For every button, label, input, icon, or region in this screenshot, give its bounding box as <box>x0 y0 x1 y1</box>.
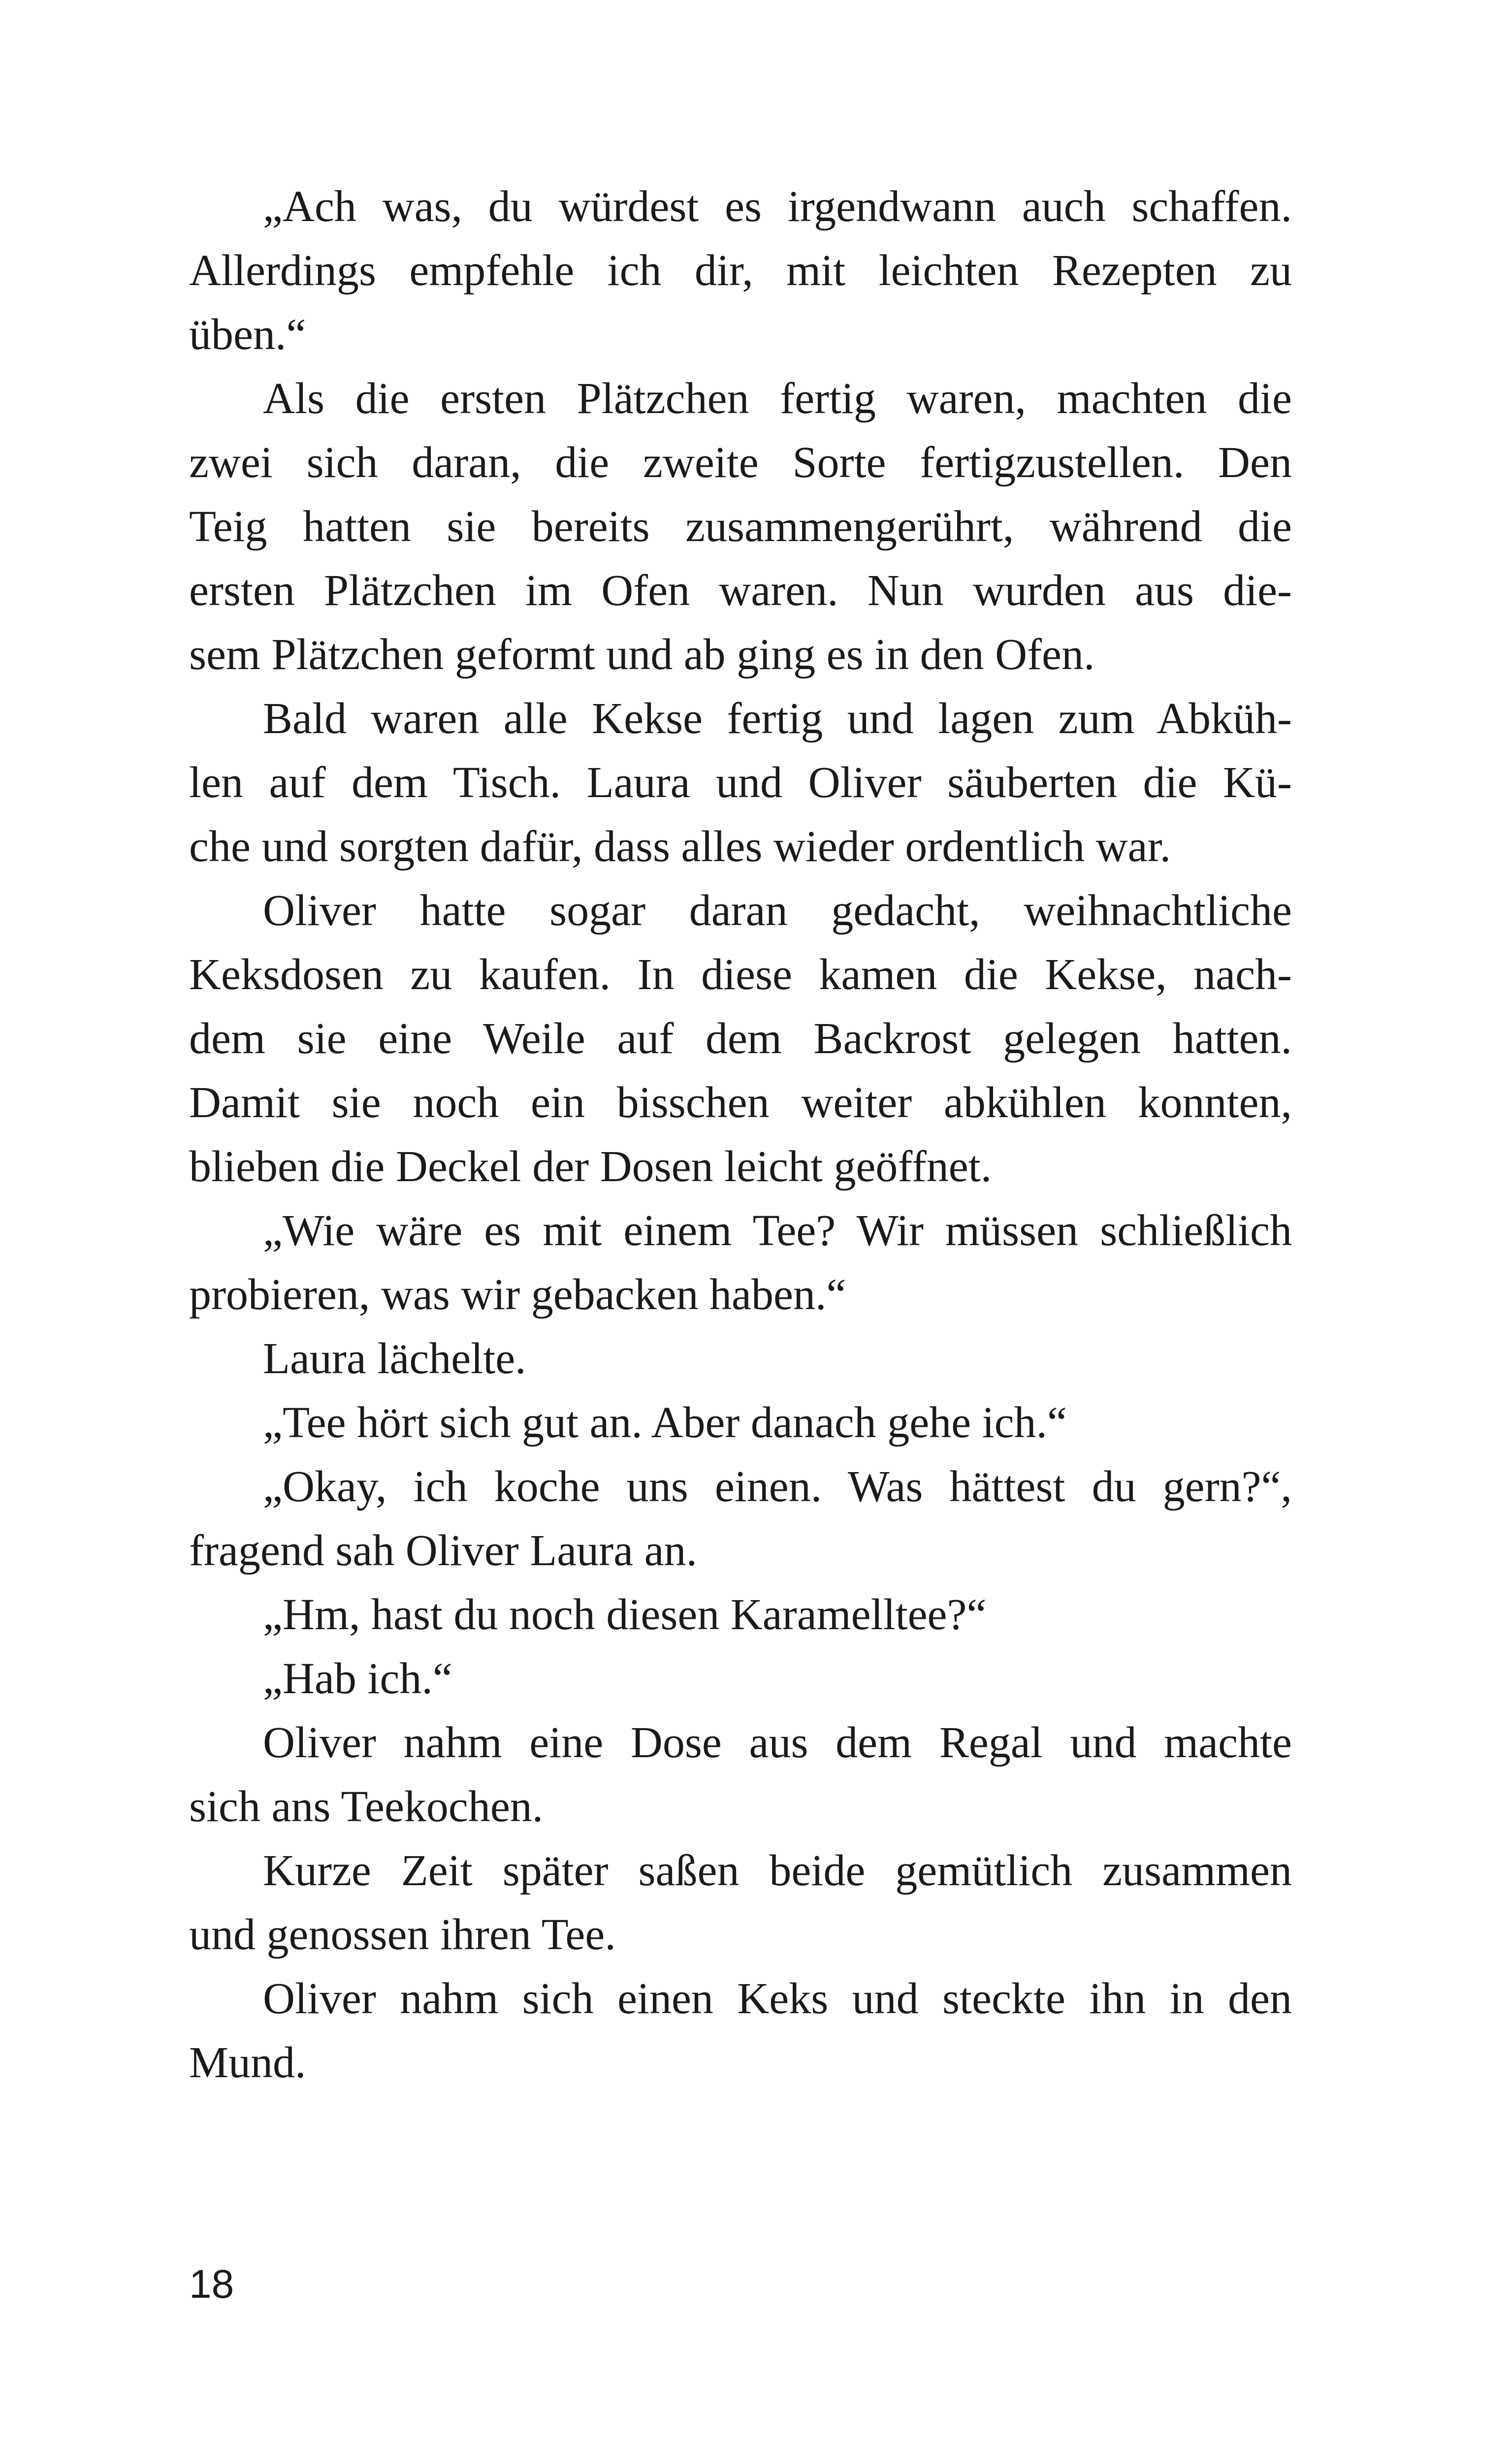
body-text <box>189 175 1292 2095</box>
text-line: ersten Plätzchen im Ofen waren. Nun wurden aus die- <box>189 566 1292 615</box>
text-line: dem sie eine Weile auf dem Backrost gelegen hatten. <box>189 1014 1292 1063</box>
text-line: Kurze Zeit später saßen beide gemütlich zusammen <box>263 1846 1292 1895</box>
text-line: zwei sich daran, die zweite Sorte fertigzustellen. Den <box>189 438 1292 487</box>
text-line: „Hab ich.“ <box>263 1654 452 1703</box>
text-line: Mund. <box>189 2038 306 2087</box>
text-line: „Okay, ich koche uns einen. Was hättest du gern?“, <box>263 1462 1292 1511</box>
text-line: Damit sie noch ein bisschen weiter abkühlen konnten, <box>189 1078 1292 1127</box>
text-line: Keksdosen zu kaufen. In diese kamen die Kekse, nach- <box>189 950 1292 999</box>
text-line: und genossen ihren Tee. <box>189 1910 616 1959</box>
text-line: „Hm, hast du noch diesen Karamelltee?“ <box>263 1590 987 1639</box>
text-line: Laura lächelte. <box>263 1334 526 1383</box>
text-line: Teig hatten sie bereits zusammengerührt, während die <box>189 502 1292 551</box>
text-line: sem Plätzchen geformt und ab ging es in den Ofen. <box>189 630 1095 679</box>
text-line: „Wie wäre es mit einem Tee? Wir müssen schließlich <box>263 1206 1292 1255</box>
text-line: üben.“ <box>189 310 306 359</box>
text-line: probieren, was wir gebacken haben.“ <box>189 1270 846 1319</box>
text-line: Oliver hatte sogar daran gedacht, weihnachtliche <box>263 886 1292 935</box>
text-line: „Tee hört sich gut an. Aber danach gehe ich.“ <box>263 1398 1067 1447</box>
text-line: Allerdings empfehle ich dir, mit leichten Rezepten zu <box>189 246 1292 295</box>
text-line: blieben die Deckel der Dosen leicht geöffnet. <box>189 1142 992 1191</box>
text-line: Als die ersten Plätzchen fertig waren, machten die <box>263 374 1292 423</box>
text-line: len auf dem Tisch. Laura und Oliver säuberten die Kü- <box>189 758 1292 807</box>
text-line: Oliver nahm sich einen Keks und steckte ihn in den <box>263 1974 1292 2023</box>
text-line: fragend sah Oliver Laura an. <box>189 1526 698 1575</box>
text-line: „Ach was, du würdest es irgendwann auch schaffen. <box>263 182 1292 231</box>
text-line: Oliver nahm eine Dose aus dem Regal und machte <box>263 1718 1292 1767</box>
text-line: Bald waren alle Kekse fertig und lagen zum Abküh- <box>263 694 1292 743</box>
text-line: che und sorgten dafür, dass alles wieder ordentlich war. <box>189 822 1171 871</box>
page-number: 18 <box>189 2262 234 2307</box>
text-line: sich ans Teekochen. <box>189 1782 544 1831</box>
